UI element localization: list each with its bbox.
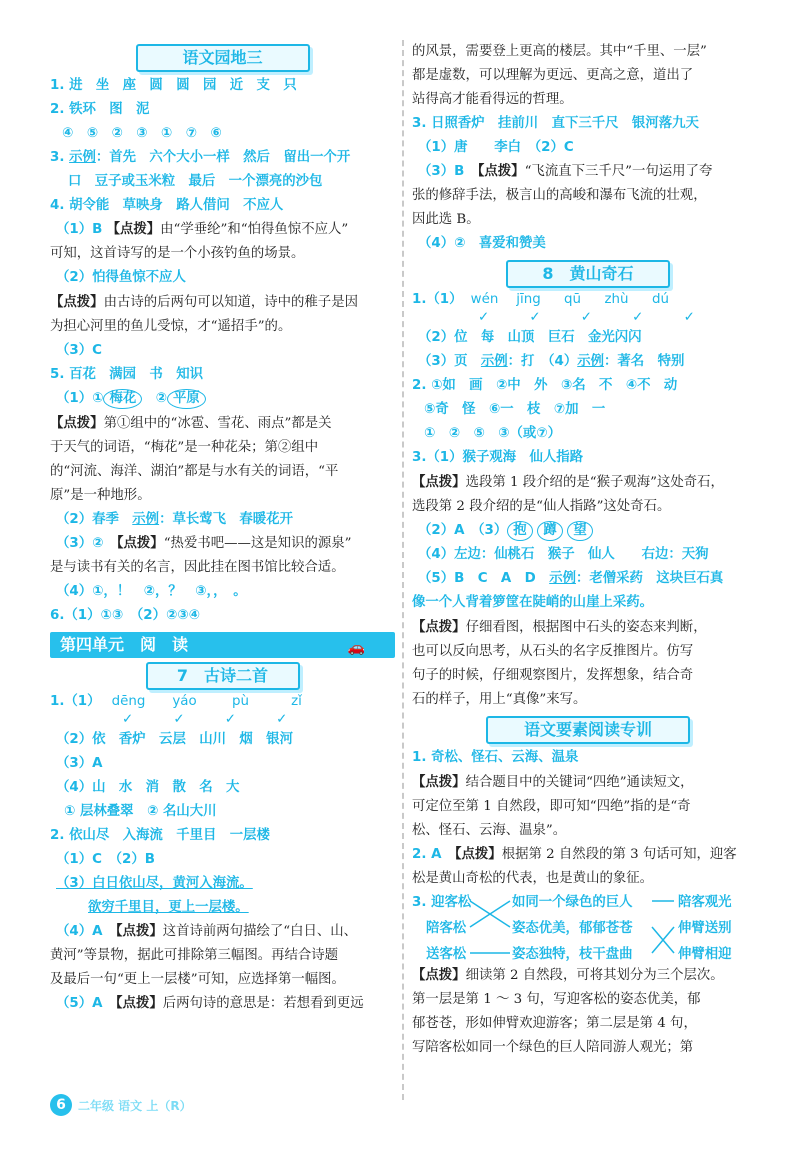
r3x-hint-2: 选段第 2 段介绍的是“仙人指路”这处奇石。 bbox=[412, 499, 671, 514]
answer-l1-3: （3）A bbox=[56, 756, 103, 771]
car-icon: 🚗 bbox=[347, 640, 365, 656]
match-mid-2: 姿态优美，郁郁苍苍 bbox=[512, 921, 633, 936]
answer-r3-1: （1）唐 李白 （2）C bbox=[418, 140, 574, 155]
answer-l2-3 bbox=[50, 872, 395, 896]
answer-q3-line2: 口 豆子或玉米粒 最后 一个漂亮的沙包 bbox=[68, 174, 323, 189]
q5-3-hint-cont: 是与读书有关的名言，因此挂在图书馆比较合适。 bbox=[50, 560, 345, 575]
answer-l2-4 bbox=[50, 920, 395, 944]
r3x-hint bbox=[412, 470, 764, 495]
answer-q5-2 bbox=[50, 508, 395, 532]
answer-l1-4b: ① 层林叠翠 ② 名山大川 bbox=[64, 804, 217, 819]
column-divider bbox=[402, 40, 404, 1100]
check-marks-r1: ✓ ✓ ✓ ✓ ✓ bbox=[478, 310, 695, 325]
r1-4-b: ：著名 特别 bbox=[604, 354, 685, 369]
q3-text: ：首先 六个大小一样 然后 留出一个开 bbox=[95, 150, 351, 165]
match-right-2: 伸臂送别 bbox=[678, 921, 732, 936]
r-para-2: 都是虚数，可以理解为更远、更高之意，道出了 bbox=[412, 68, 694, 83]
pinyin: jīng bbox=[516, 292, 541, 307]
s1-hint bbox=[412, 770, 764, 795]
q5-hint bbox=[50, 411, 395, 436]
s2-hint-2: 松是黄山奇松的代表，也是黄山的象征。 bbox=[412, 871, 654, 886]
left-column bbox=[50, 40, 395, 1016]
answer-q5-1 bbox=[50, 387, 395, 411]
answer-r3-4: （4）② 喜爱和赞美 bbox=[418, 236, 546, 251]
section-title-yuwen-yuandi: 语文园地三 bbox=[136, 44, 310, 72]
answer-r1-3 bbox=[412, 350, 764, 374]
r1-head: 1.（1） bbox=[412, 292, 463, 307]
q3-number: 3. bbox=[50, 150, 65, 165]
hint-tag: 【点拨】 bbox=[115, 924, 163, 939]
q5-hint-line2: 于天气的词语，“梅花”是一种花朵；第②组中 bbox=[50, 440, 319, 455]
matching-diagram bbox=[412, 891, 764, 963]
match-right-1: 陪客观光 bbox=[678, 895, 732, 910]
r-para-3: 站得高才能看得远的哲理。 bbox=[412, 92, 573, 107]
r3x-hint-4: 也可以反向思考，从石头的名字反推图片。仿写 bbox=[412, 644, 694, 659]
l2-4-hint-2: 黄河”等景物，据此可排除第三幅图。再结合诗题 bbox=[50, 948, 339, 963]
l2-4-hint: 这首诗前两句描绘了“白日、山、 bbox=[162, 924, 358, 939]
pinyin: qū bbox=[564, 292, 582, 307]
q4-1-hint: 由“学垂纶”和“怕得鱼惊不应人” bbox=[160, 222, 349, 237]
s3-hint-2: 第一层是第 1 ～ 3 句，写迎客松的姿态优美，郁 bbox=[412, 992, 701, 1007]
answer-l2-5 bbox=[50, 992, 395, 1016]
answer-r3x: 3.（1）猴子观海 仙人指路 bbox=[412, 450, 584, 465]
l2-5-a: （5）A bbox=[56, 996, 116, 1011]
l2-4-a: （4）A bbox=[56, 924, 116, 939]
answer-q4: 4. 胡令能 草映身 路人借问 不应人 bbox=[50, 198, 284, 213]
s1-hint-3: 松、怪石、云海、温泉”。 bbox=[412, 823, 567, 838]
q4-hint bbox=[50, 290, 395, 315]
r3x-hint-1: 选段第 1 段介绍的是“猴子观海”这处奇石， bbox=[465, 475, 724, 490]
answer-r3-3 bbox=[412, 160, 764, 184]
circled-answer: 望 bbox=[567, 521, 592, 541]
r3-3-hint-3: 因此选 B。 bbox=[412, 212, 480, 227]
hint-tag: 【点拨】 bbox=[50, 415, 104, 431]
s3-hint-4: 写陪客松如同一个绿色的巨人陪同游人观光；第 bbox=[412, 1040, 694, 1055]
answer-r3: 3. 日照香炉 挂前川 直下三千尺 银河落九天 bbox=[412, 116, 699, 131]
match-mid-1: 如同一个绿色的巨人 bbox=[512, 895, 633, 910]
circled-answer: 平原 bbox=[167, 389, 206, 409]
circled-answer: 蹲 bbox=[537, 521, 562, 541]
q5-3-a: （3）② bbox=[56, 536, 117, 551]
r3x-hint-b bbox=[412, 615, 764, 640]
r1-3-a: （3）页 bbox=[418, 354, 481, 369]
circled-answer: 抱 bbox=[507, 521, 532, 541]
match-left-3: 送客松 bbox=[426, 947, 467, 962]
match-left-1: 3. 迎客松 bbox=[412, 895, 472, 910]
example-label: 示例 bbox=[132, 512, 160, 527]
answer-l1-4: （4）山 水 消 散 名 大 bbox=[56, 780, 240, 795]
example-label: 示例 bbox=[549, 571, 576, 586]
unit-banner-text: 第四单元 阅 读 bbox=[60, 635, 189, 654]
answer-l2: 2. 依山尽 入海流 千里目 一层楼 bbox=[50, 828, 270, 843]
q5-2-b: ：草长莺飞 春暖花开 bbox=[159, 512, 293, 527]
hint-tag: 【点拨】 bbox=[412, 774, 466, 790]
r3x-hint-6: 石的样子，用上“真像”来写。 bbox=[412, 692, 587, 707]
example-label: 示例 bbox=[480, 354, 508, 369]
s1-hint-2: 可定位至第 1 自然段，即可知“四绝”指的是“奇 bbox=[412, 799, 691, 814]
answer-q2-order: ④ ⑤ ② ③ ① ⑦ ⑥ bbox=[62, 126, 222, 141]
unit-banner bbox=[50, 632, 395, 658]
answer-r1-2: （2）位 每 山顶 巨石 金光闪闪 bbox=[418, 330, 642, 345]
example-label: 示例 bbox=[577, 354, 605, 369]
hint-tag: 【点拨】 bbox=[115, 996, 163, 1011]
s3-hint-3: 郁苍苍，形如伸臂欢迎游客；第二层是第 4 句， bbox=[412, 1016, 697, 1031]
s1-hint-1: 结合题目中的关键词“四绝”通读短文， bbox=[465, 775, 694, 790]
answer-r2a: 2. ①如 画 ②中 外 ③名 不 ④不 动 bbox=[412, 378, 678, 393]
q5-3-hint: “热爱书吧——这是知识的源泉” bbox=[163, 536, 352, 551]
answer-l2-1: （1）C （2）B bbox=[56, 852, 155, 867]
q5-hint-line3: 的“河流、海洋、湖泊”都是与水有关的词语，“平 bbox=[50, 464, 339, 479]
hint-tag: 【点拨】 bbox=[106, 222, 161, 237]
check-marks-l1: ✓ ✓ ✓ ✓ bbox=[122, 712, 288, 727]
r3x-5-a: （5）B C A D bbox=[418, 571, 550, 586]
q5-2-a: （2）春季 bbox=[56, 512, 133, 527]
answer-r3x-2 bbox=[412, 519, 764, 543]
right-column bbox=[412, 40, 764, 1060]
r3-3-hint-2: 张的修辞手法，极言山的高峻和瀑布飞流的壮观， bbox=[412, 188, 707, 203]
l2-3-line1: （3）白日依山尽，黄河入海流。 bbox=[56, 876, 253, 891]
l2-5-hint: 后两句诗的意思是：若想看到更远 bbox=[162, 996, 364, 1011]
answer-q4-2: （2）怕得鱼惊不应人 bbox=[56, 270, 186, 285]
l1-head: 1.（1） bbox=[50, 694, 101, 709]
q5-1-sep: ② bbox=[142, 391, 167, 406]
circled-answer: 梅花 bbox=[103, 389, 142, 409]
r3x-5-b: ：老僧采药 这块巨石真 bbox=[575, 571, 724, 586]
q4-1-answer: （1）B bbox=[56, 222, 103, 237]
l2-3-line2: 欲穷千里目，更上一层楼。 bbox=[88, 900, 249, 915]
page-number: 6 bbox=[50, 1094, 72, 1116]
r3x-2-a: （2）A （3） bbox=[418, 523, 508, 538]
hint-tag: 【点拨】 bbox=[116, 536, 164, 551]
q4-1-hint-cont: 可知，这首诗写的是一个小孩钓鱼的场景。 bbox=[50, 246, 305, 261]
hint-tag: 【点拨】 bbox=[412, 967, 466, 983]
q5-hint-line1: 第①组中的“冰雹、雪花、雨点”都是关 bbox=[103, 416, 332, 431]
answer-r2b: ⑤奇 怪 ⑥一 枝 ⑦加 一 bbox=[424, 402, 606, 417]
answer-q5-3 bbox=[50, 532, 395, 556]
answer-q2: 2. 铁环 图 泥 bbox=[50, 102, 150, 117]
pinyin: yáo bbox=[172, 694, 197, 709]
hint-tag: 【点拨】 bbox=[50, 294, 104, 310]
q5-hint-line4: 原”是一种地形。 bbox=[50, 488, 151, 503]
answer-q6: 6.（1）①③ （2）②③④ bbox=[50, 608, 200, 623]
pinyin: dú bbox=[652, 292, 670, 307]
hint-tag: 【点拨】 bbox=[477, 164, 525, 179]
pinyin-row-l1 bbox=[50, 692, 395, 712]
section-title-huangshan: 8 黄山奇石 bbox=[506, 260, 670, 288]
answer-r3x-5 bbox=[412, 567, 764, 591]
answer-s2 bbox=[412, 843, 764, 867]
match-mid-3: 姿态独特，枝干盘曲 bbox=[512, 947, 633, 962]
example-label: 示例 bbox=[69, 150, 96, 165]
s3-hint bbox=[412, 963, 764, 988]
match-left-2: 陪客松 bbox=[426, 921, 467, 936]
r3x-hint-5: 句子的时候，仔细观察图片，发挥想象，结合奇 bbox=[412, 668, 694, 683]
s3-hint-1: 细读第 2 自然段，可将其划分为三个层次。 bbox=[465, 968, 724, 983]
answer-q4-3: （3）C bbox=[56, 343, 102, 358]
answer-q3-line1 bbox=[50, 146, 395, 170]
pinyin: zhù bbox=[604, 292, 629, 307]
r1-3-b: ：打 （4） bbox=[507, 354, 578, 369]
r3x-hint-3: 仔细看图，根据图中石头的姿态来判断， bbox=[465, 620, 707, 635]
s2-hint: 根据第 2 自然段的第 3 句话可知，迎客 bbox=[501, 847, 737, 862]
answer-q1: 1. 进 坐 座 圆 圆 园 近 支 只 bbox=[50, 78, 297, 93]
s2-a: 2. A bbox=[412, 847, 455, 862]
pinyin: wén bbox=[470, 292, 499, 307]
r-para-1: 的风景，需要登上更高的楼层。其中“千里、一层” bbox=[412, 44, 707, 59]
r3-3-a: （3）B bbox=[418, 164, 478, 179]
pinyin: dēng bbox=[111, 694, 146, 709]
answer-q5-4: （4）①，！ ②，？ ③，， 。 bbox=[56, 584, 247, 599]
l2-4-hint-3: 及最后一句“更上一层楼”可知，应选择第一幅图。 bbox=[50, 972, 345, 987]
hint-tag: 【点拨】 bbox=[412, 474, 466, 490]
hint-tag: 【点拨】 bbox=[412, 619, 466, 635]
answer-r2c: ① ② ⑤ ③（或⑦） bbox=[424, 426, 562, 441]
answer-s1: 1. 奇松、怪石、云海、温泉 bbox=[412, 750, 579, 765]
answer-r3x-4: （4）左边：仙桃石 猴子 仙人 右边：天狗 bbox=[418, 547, 709, 562]
answer-r3x-5c: 像一个人背着箩筐在陡峭的山崖上采药。 bbox=[412, 595, 654, 610]
match-right-3: 伸臂相迎 bbox=[678, 947, 732, 962]
q4-hint-line1: 由古诗的后两句可以知道，诗中的稚子是因 bbox=[103, 295, 358, 310]
hint-tag: 【点拨】 bbox=[454, 847, 502, 862]
pinyin-row-r1 bbox=[412, 290, 764, 310]
answer-l1-2: （2）依 香炉 云层 山川 烟 银河 bbox=[56, 732, 293, 747]
section-title-gushi: 7 古诗二首 bbox=[146, 662, 300, 690]
q5-1-label: （1）① bbox=[56, 391, 104, 406]
r3-3-hint: “飞流直下三千尺”一句运用了夸 bbox=[524, 164, 713, 179]
pinyin: zǐ bbox=[291, 694, 302, 709]
answer-q5: 5. 百花 满园 书 知识 bbox=[50, 367, 203, 382]
section-title-yaosu: 语文要素阅读专训 bbox=[486, 716, 690, 744]
pinyin: pù bbox=[232, 694, 250, 709]
answer-l2-3b bbox=[50, 896, 395, 920]
answer-q4-1 bbox=[50, 218, 395, 242]
q4-hint-line2: 为担心河里的鱼儿受惊，才“遥招手”的。 bbox=[50, 319, 292, 334]
footer-brand: 二年级 语文 上（R） bbox=[78, 1098, 192, 1113]
page-footer bbox=[50, 1093, 250, 1117]
